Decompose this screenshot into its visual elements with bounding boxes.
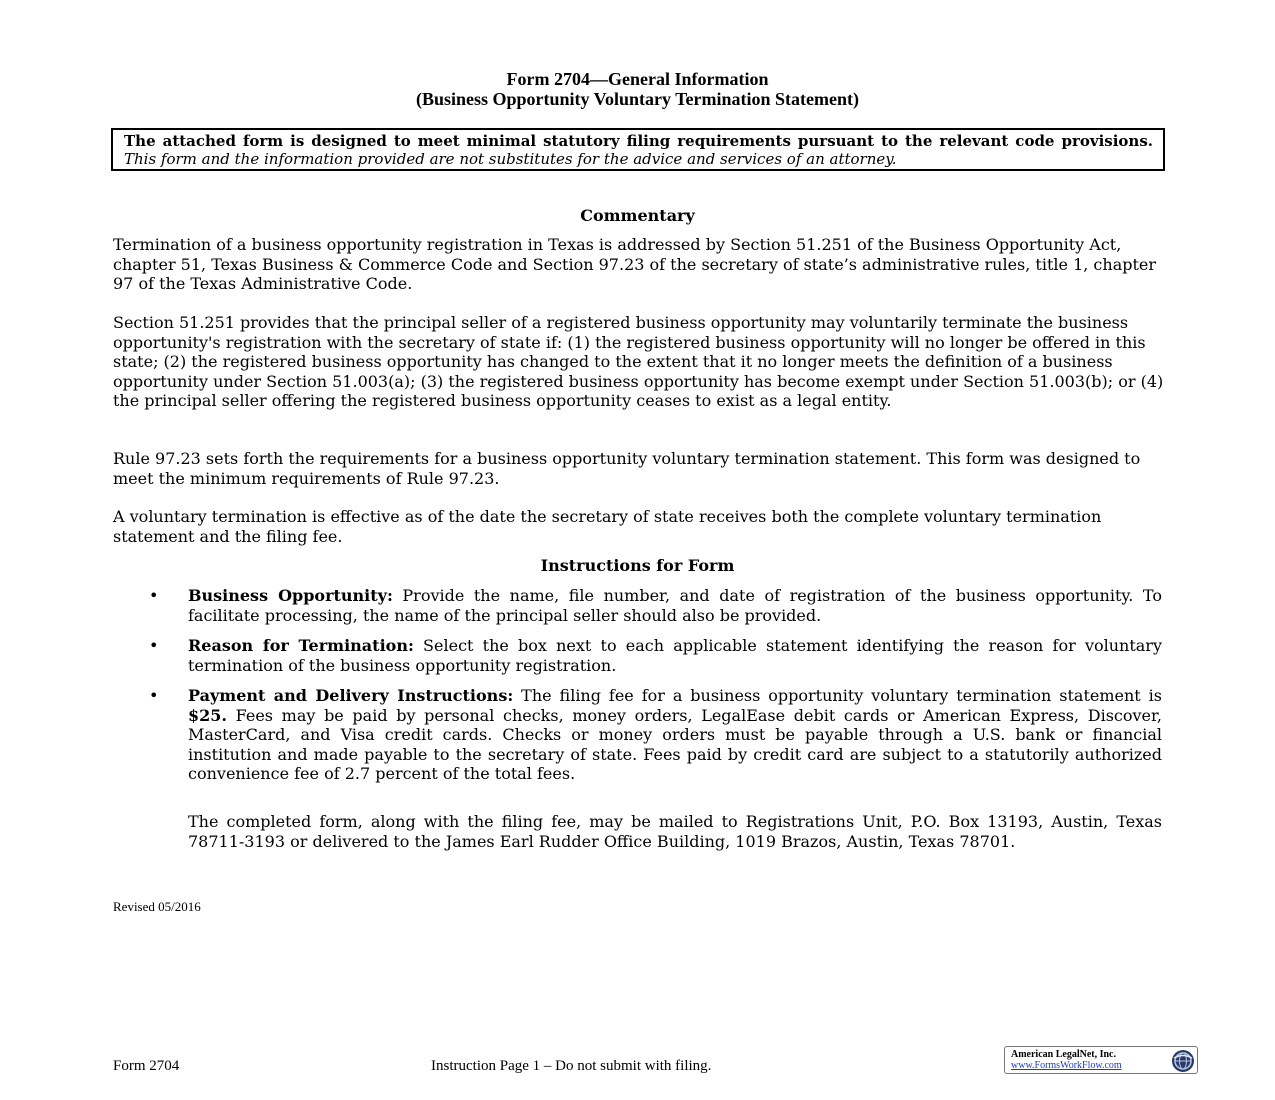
globe-icon: [1171, 1049, 1195, 1073]
instructions-heading: Instructions for Form: [540, 556, 735, 575]
instruction-text: Fees may be paid by personal checks, money orders, LegalEase debit cards or American Express, Discover, MasterCard, and Visa credit cards. Checks or money orders must be payable through a U.S. bank or financial institution and made payable to the secretary of state. Fees paid by credit card are subject to a statutorily authorized convenience fee of 2.7 percent of the total fees.: [188, 705, 1162, 783]
footer-page-note: Instruction Page 1 – Do not submit with filing.: [431, 1058, 712, 1074]
bullet-icon: •: [149, 586, 159, 605]
company-logo[interactable]: [1004, 1046, 1198, 1074]
instruction-text: Select the box next to each applicable statement identifying the reason for voluntary termination of the business opportunity registration.: [188, 636, 1162, 675]
instruction-label: Reason for Termination:: [188, 636, 414, 655]
disclaimer-box: [111, 128, 1165, 171]
mailing-paragraph: The completed form, along with the filing fee, may be mailed to Registrations Unit, P.O. Box 13193, Austin, Texas 78711-3193 or delivered to the James Earl Rudder Office Building, 1019 Brazos, Austin, Texas 78701.: [188, 812, 1162, 851]
instruction-item: [188, 636, 1162, 675]
footer-form-number: Form 2704: [113, 1058, 180, 1074]
instruction-text: Provide the name, file number, and date of registration of the business opportunity. To facilitate processing, the name of the principal seller should also be provided.: [188, 586, 1162, 625]
logo-company-name: American LegalNet, Inc.: [1011, 1049, 1116, 1060]
title-line-2: (Business Opportunity Voluntary Termination Statement): [415, 89, 860, 109]
instruction-item: [188, 586, 1162, 625]
disclaimer-bold: The attached form is designed to meet minimal statutory filing requirements pursuant to the relevant code provisions.: [124, 132, 1153, 150]
bullet-icon: •: [149, 636, 159, 655]
logo-url-link[interactable]: www.FormsWorkFlow.com: [1011, 1060, 1122, 1071]
instruction-item: [188, 686, 1162, 784]
bullet-icon: •: [149, 686, 159, 705]
page-title: [0, 69, 1275, 109]
instruction-label: Payment and Delivery Instructions:: [188, 686, 514, 705]
commentary-paragraph-3: Rule 97.23 sets forth the requirements for a business opportunity voluntary termination statement. This form was designed to meet the minimum requirements of Rule 97.23.: [113, 449, 1141, 488]
fee-amount: $25.: [188, 705, 227, 725]
commentary-paragraph-4: A voluntary termination is effective as of the date the secretary of state receives both the complete voluntary termination statement and the filing fee.: [113, 507, 1102, 546]
title-line-1: Form 2704—General Information: [506, 69, 769, 89]
instruction-label: Business Opportunity:: [188, 586, 393, 605]
commentary-paragraph-1: Termination of a business opportunity registration in Texas is addressed by Section 51.251 of the Business Opportunity Act, chapter 51, Texas Business & Commerce Code and Section 97.23 of the secretary of state’s administrative rules, title 1, chapter 97 of the Texas Administrative Code.: [113, 235, 1157, 293]
instruction-text: The filing fee for a business opportunity voluntary termination statement is: [513, 686, 1162, 705]
revised-date: Revised 05/2016: [113, 899, 201, 914]
disclaimer-italic: This form and the information provided are not substitutes for the advice and services of an attorney.: [124, 150, 897, 168]
commentary-heading: Commentary: [580, 206, 695, 225]
commentary-paragraph-2: Section 51.251 provides that the principal seller of a registered business opportunity may voluntarily terminate the business opportunity's registration with the secretary of state if: (1) the registered business opportunity will no longer be offered in this state; (2) the registered business opportunity has changed to the extent that it no longer meets the definition of a business opportunity under Section 51.003(a); (3) the registered business opportunity has become exempt under Section 51.003(b); or (4) the principal seller offering the registered business opportunity ceases to exist as a legal entity.: [113, 313, 1164, 410]
